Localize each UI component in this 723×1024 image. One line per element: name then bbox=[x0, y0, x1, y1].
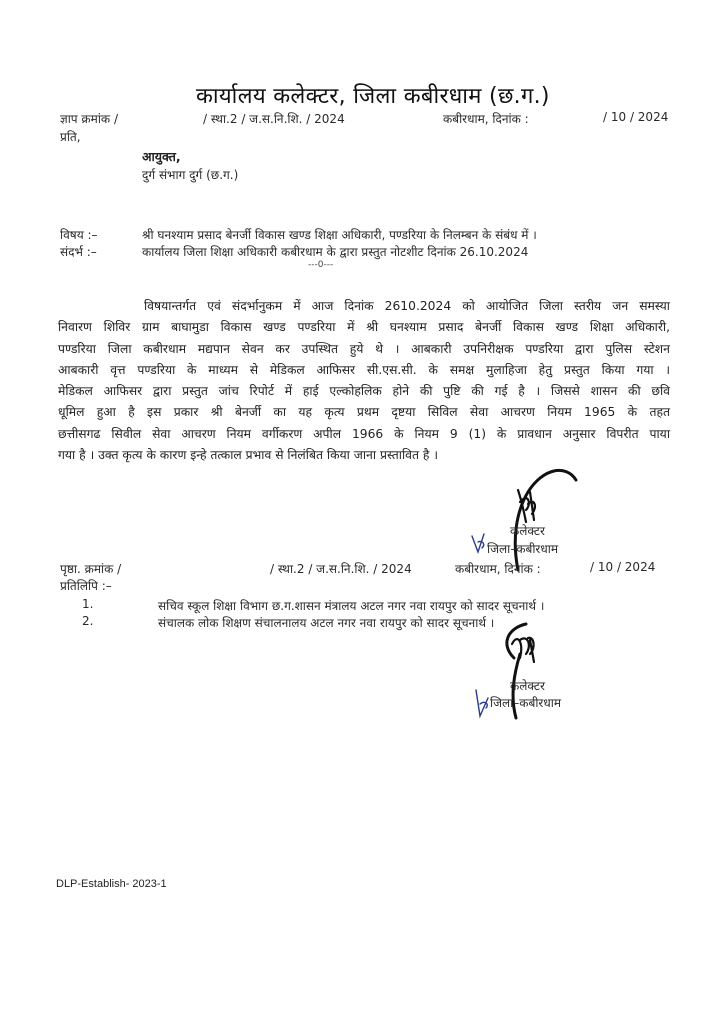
memo-number-label: ज्ञाप क्रमांक / bbox=[60, 112, 119, 126]
reference-label: संदर्भ :– bbox=[60, 245, 97, 259]
memo-place-date-label: कबीरधाम, दिनांक : bbox=[443, 112, 529, 126]
memo-number-ref: / स्था.2 / ज.स.नि.शि. / 2024 bbox=[203, 112, 345, 126]
body-line: गया है । उक्त कृत्य के कारण इन्हे तत्काल प्रभाव से निलंबित किया जाना प्रस्तावित है । bbox=[58, 448, 438, 463]
signature-2-designation: कलेक्टर bbox=[510, 679, 545, 693]
body-line: आबकारी वृत्त पण्डरिया के माध्यम से मेडिकल आफिसर सी.एस.सी. के समक्ष मुलाहिजा हेतु प्रस्तुत किया गया । bbox=[58, 362, 670, 377]
body-line: निवारण शिविर ग्राम बाघामुडा विकास खण्ड पण्डरिया में श्री घनश्याम प्रसाद बेनर्जी विकास खण्ड शिक्षा अधिकारी, bbox=[58, 320, 670, 335]
reference-text: कार्यालय जिला शिक्षा अधिकारी कबीरधाम के द्वारा प्रस्तुत नोटशीट दिनांक 26.10.2024 bbox=[142, 245, 529, 259]
body-line: धूमिल हुआ है इस प्रकार श्री बेनर्जी का यह कृत्य प्रथम दृष्टया सिविल सेवा आचरण नियम 1965 के तहत bbox=[58, 405, 670, 420]
initials-1 bbox=[470, 532, 488, 554]
endorsement-number-ref: / स्था.2 / ज.स.नि.शि. / 2024 bbox=[270, 562, 412, 576]
body-line: पण्डरिया जिला कबीरधाम मद्यपान सेवन कर उपस्थित हुये थे । आबकारी उपनिरीक्षक पण्डरिया द्वारा पुलिस स्टेशन bbox=[58, 341, 670, 356]
endorsement-date: / 10 / 2024 bbox=[590, 560, 656, 574]
recipient-address: दुर्ग संभाग दुर्ग (छ.ग.) bbox=[142, 168, 239, 182]
to-label: प्रति, bbox=[60, 130, 81, 144]
body-paragraph bbox=[58, 296, 670, 466]
memo-date: / 10 / 2024 bbox=[603, 110, 669, 124]
copy-item-number: 1. bbox=[82, 597, 94, 611]
recipient-title: आयुक्त, bbox=[142, 149, 181, 164]
signature-2-district: जिला–कबीरधाम bbox=[490, 696, 562, 710]
body-line: मेडिकल आफिसर द्वारा प्रस्तुत जांच रिपोर्ट में हाई एल्कोहलिक होने की पुष्टि की गई है । जिससे शासन की छवि bbox=[58, 384, 670, 399]
body-line: छत्तीसगढ सिवील सेवा आचरण नियम वर्गीकरण अपील 1966 के नियम 9 (1) के प्रावधान अनुसार विपरीत पाया bbox=[58, 426, 670, 441]
subject-label: विषय :– bbox=[60, 228, 98, 242]
signature-1-district: जिला–कबीरधाम bbox=[487, 542, 559, 556]
endorsement-place-date-label: कबीरधाम, दिनांक : bbox=[455, 562, 541, 576]
copy-item-text: संचालक लोक शिक्षण संचालनालय अटल नगर नवा रायपुर को सादर सूचनार्थ । bbox=[158, 616, 495, 630]
copy-item-text: सचिव स्कूल शिक्षा विभाग छ.ग.शासन मंत्रालय अटल नगर नवा रायपुर को सादर सूचनार्थ । bbox=[158, 599, 545, 613]
subject-text: श्री घनश्याम प्रसाद बेनर्जी विकास खण्ड शिक्षा अधिकारी, पण्डरिया के निलम्बन के संबंध में । bbox=[142, 228, 537, 242]
footer-code: DLP-Establish- 2023-1 bbox=[56, 878, 167, 890]
office-title: कार्यालय कलेक्टर, जिला कबीरधाम (छ.ग.) bbox=[196, 84, 550, 109]
separator: ---0--- bbox=[308, 260, 334, 270]
body-line: विषयान्तर्गत एवं संदर्भानुकम में आज दिनांक 2610.2024 को आयोजित जिला स्तरीय जन समस्या bbox=[144, 299, 670, 313]
copy-label: प्रतिलिपि :– bbox=[60, 579, 112, 593]
copy-item-number: 2. bbox=[82, 614, 94, 628]
endorsement-number-label: पृष्ठा. क्रमांक / bbox=[60, 562, 122, 576]
signature-1-designation: कलेक्टर bbox=[510, 524, 545, 538]
